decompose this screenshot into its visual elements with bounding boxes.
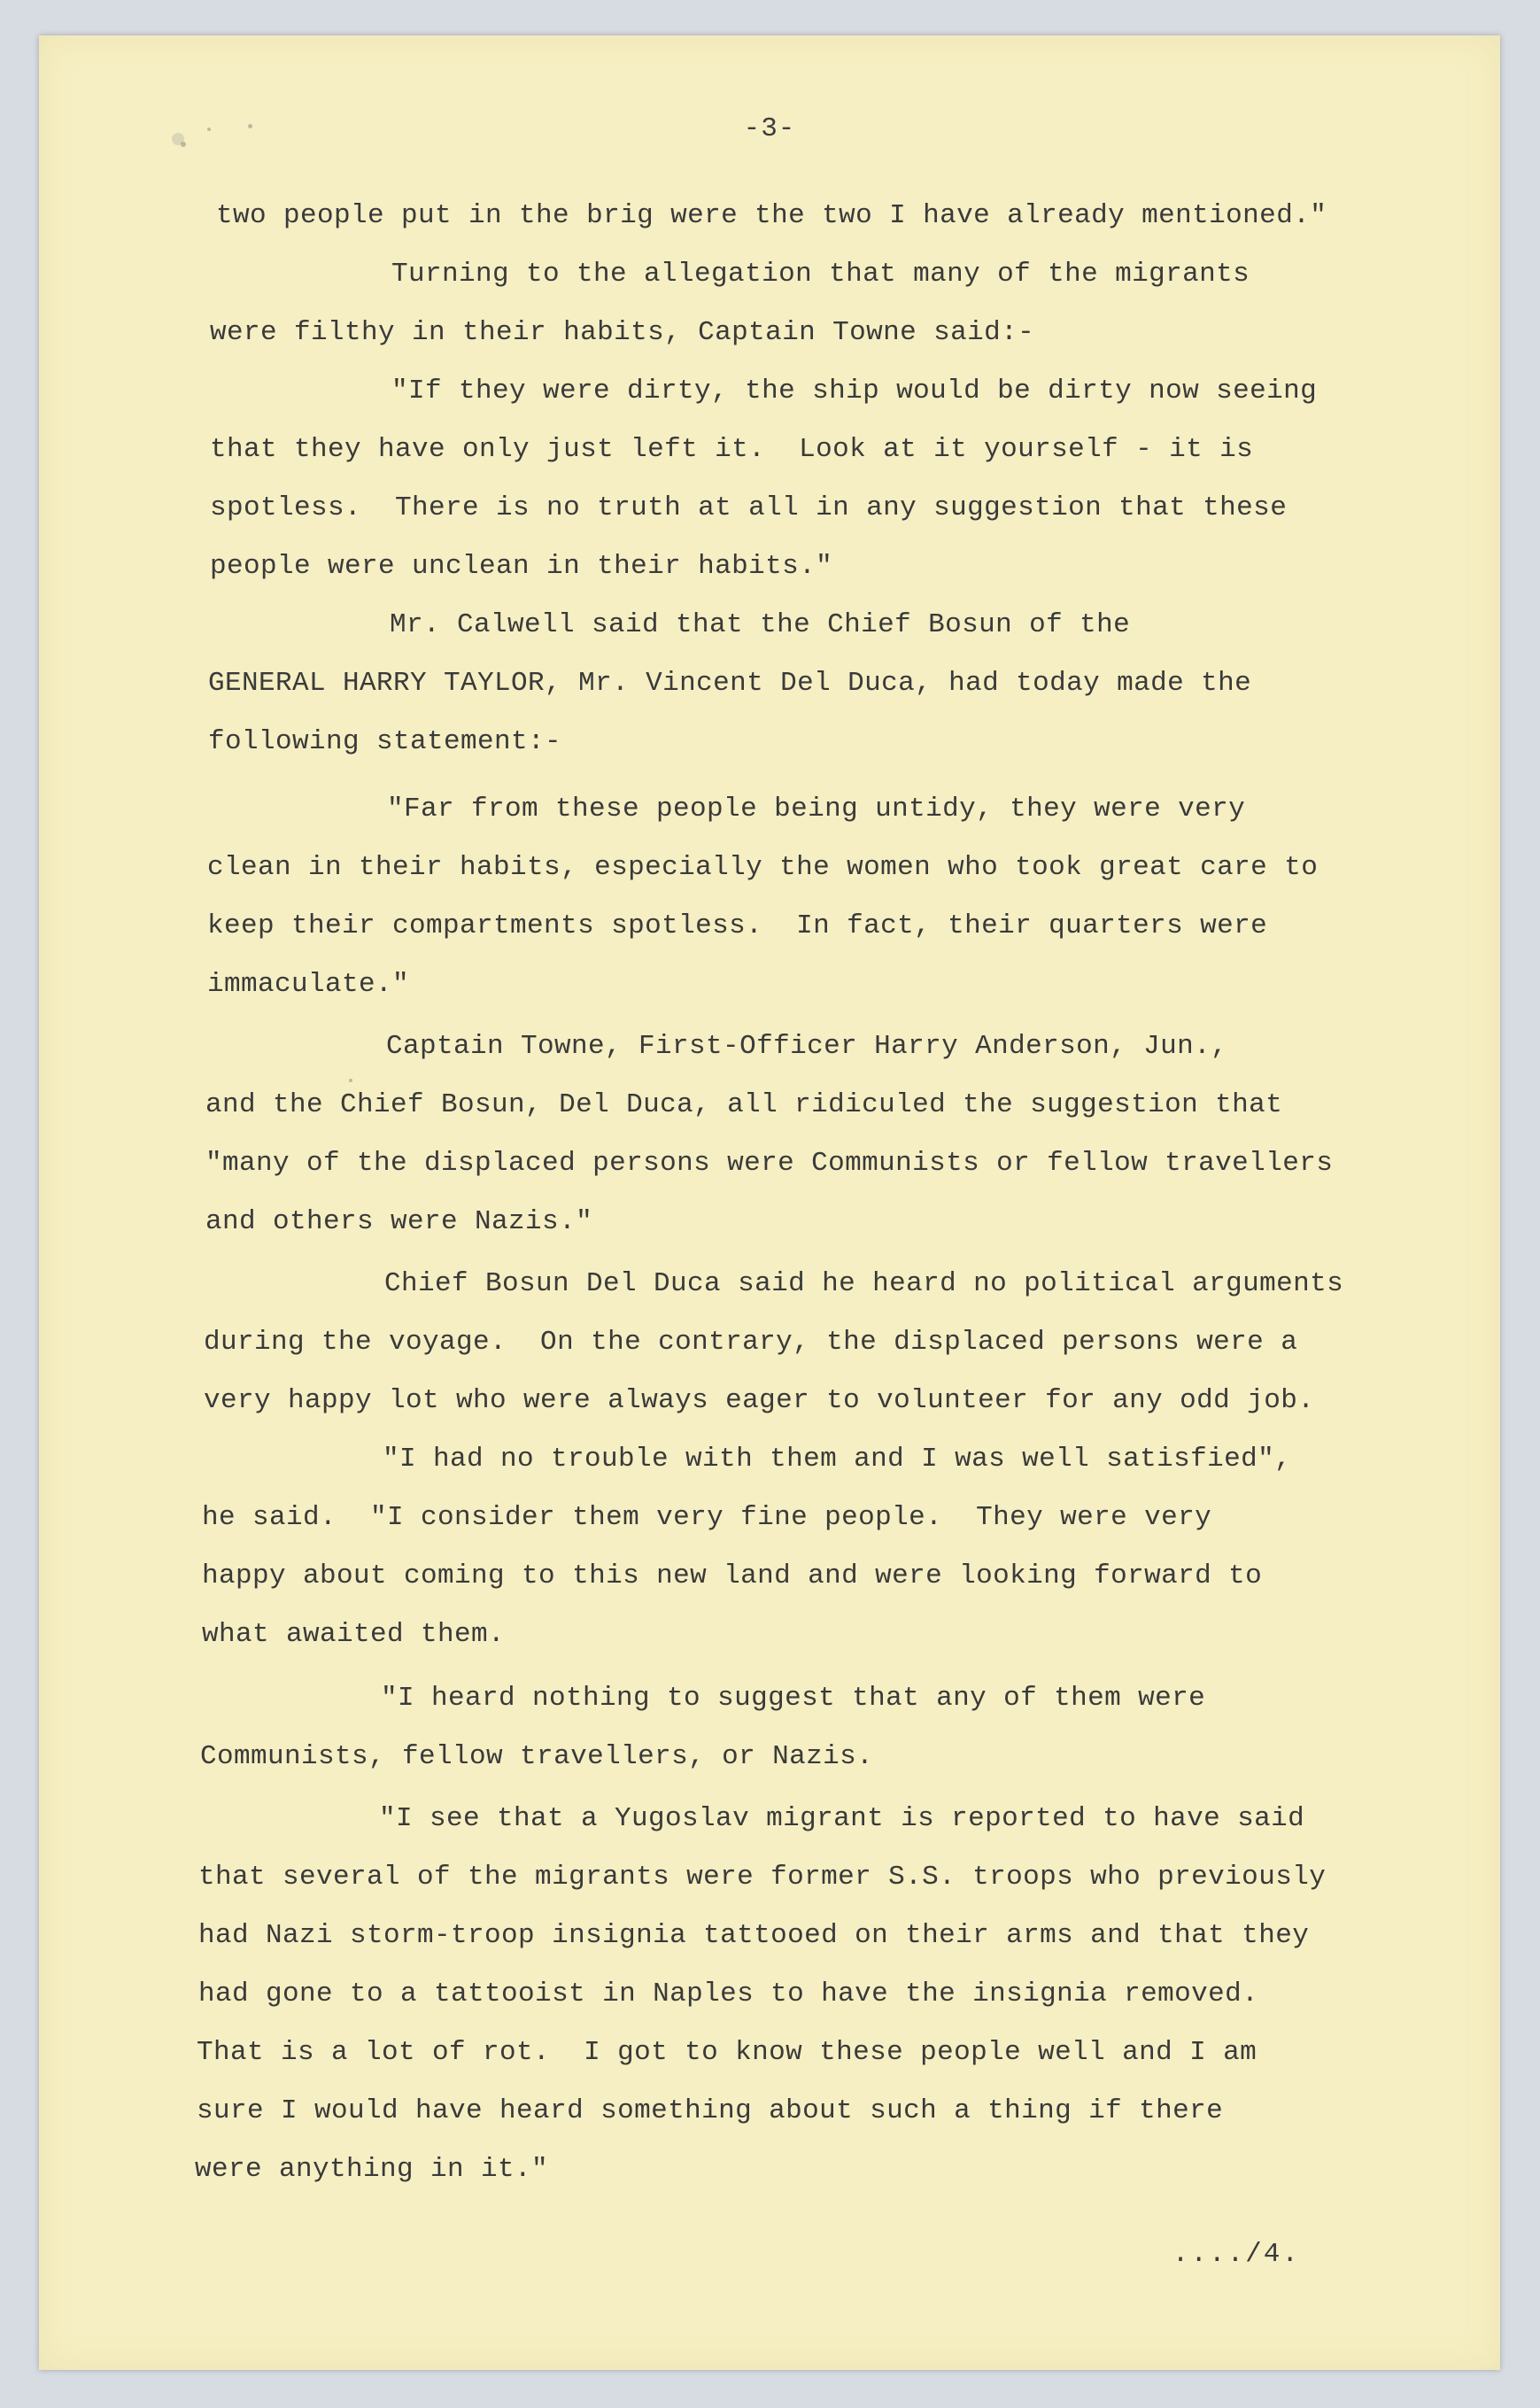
text-line: during the voyage. On the contrary, the displaced persons were a	[204, 1327, 1298, 1358]
text-line: very happy lot who were always eager to volunteer for any odd job.	[204, 1385, 1315, 1416]
text-line: "I see that a Yugoslav migrant is reported to have said	[379, 1803, 1305, 1834]
paper-speck	[248, 124, 252, 128]
paper-speck	[349, 1079, 352, 1082]
text-line: and others were Nazis."	[205, 1206, 593, 1237]
text-line: happy about coming to this new land and were looking forward to	[202, 1560, 1263, 1591]
text-line: had Nazi storm-troop insignia tattooed on their arms and that they	[198, 1920, 1310, 1951]
text-line: "I heard nothing to suggest that any of them were	[381, 1683, 1206, 1714]
page-number: -3-	[743, 113, 796, 144]
text-line: immaculate."	[207, 969, 410, 1000]
text-line: Chief Bosun Del Duca said he heard no political arguments	[384, 1268, 1344, 1299]
text-line: were filthy in their habits, Captain Towne said:-	[210, 317, 1035, 348]
text-line: sure I would have heard something about such a thing if there	[197, 2095, 1224, 2126]
text-line: were anything in it."	[195, 2154, 549, 2185]
text-line: what awaited them.	[202, 1619, 506, 1650]
text-line: two people put in the brig were the two I have already mentioned."	[216, 200, 1327, 231]
paper-speck	[172, 133, 184, 145]
text-line: That is a lot of rot. I got to know these people well and I am	[197, 2037, 1258, 2068]
continuation-marker: ..../4.	[1172, 2239, 1300, 2270]
text-line: Mr. Calwell said that the Chief Bosun of the	[390, 609, 1131, 640]
text-line: clean in their habits, especially the women who took great care to	[207, 852, 1319, 883]
paper-speck	[207, 128, 211, 131]
text-line: had gone to a tattooist in Naples to have the insignia removed.	[198, 1978, 1259, 2009]
text-line: Turning to the allegation that many of the migrants	[391, 259, 1250, 290]
text-line: Captain Towne, First-Officer Harry Anderson, Jun.,	[386, 1031, 1228, 1062]
text-line: Communists, fellow travellers, or Nazis.	[200, 1741, 874, 1772]
text-line: "Far from these people being untidy, they were very	[387, 794, 1246, 825]
text-line: that they have only just left it. Look at it yourself - it is	[210, 434, 1254, 465]
text-line: following statement:-	[208, 726, 562, 757]
text-line: "many of the displaced persons were Communists or fellow travellers	[205, 1148, 1334, 1179]
text-line: "I had no trouble with them and I was well satisfied",	[383, 1444, 1292, 1475]
text-line: GENERAL HARRY TAYLOR, Mr. Vincent Del Duca, had today made the	[208, 668, 1252, 699]
text-line: that several of the migrants were former S.S. troops who previously	[198, 1862, 1327, 1893]
text-line: and the Chief Bosun, Del Duca, all ridiculed the suggestion that	[205, 1089, 1283, 1120]
text-line: keep their compartments spotless. In fact, their quarters were	[207, 910, 1268, 941]
text-line: people were unclean in their habits."	[210, 551, 833, 582]
text-line: "If they were dirty, the ship would be dirty now seeing	[391, 376, 1318, 406]
document-page	[39, 35, 1500, 2370]
text-line: spotless. There is no truth at all in any suggestion that these	[210, 492, 1288, 523]
text-line: he said. "I consider them very fine people. They were very	[202, 1502, 1212, 1533]
